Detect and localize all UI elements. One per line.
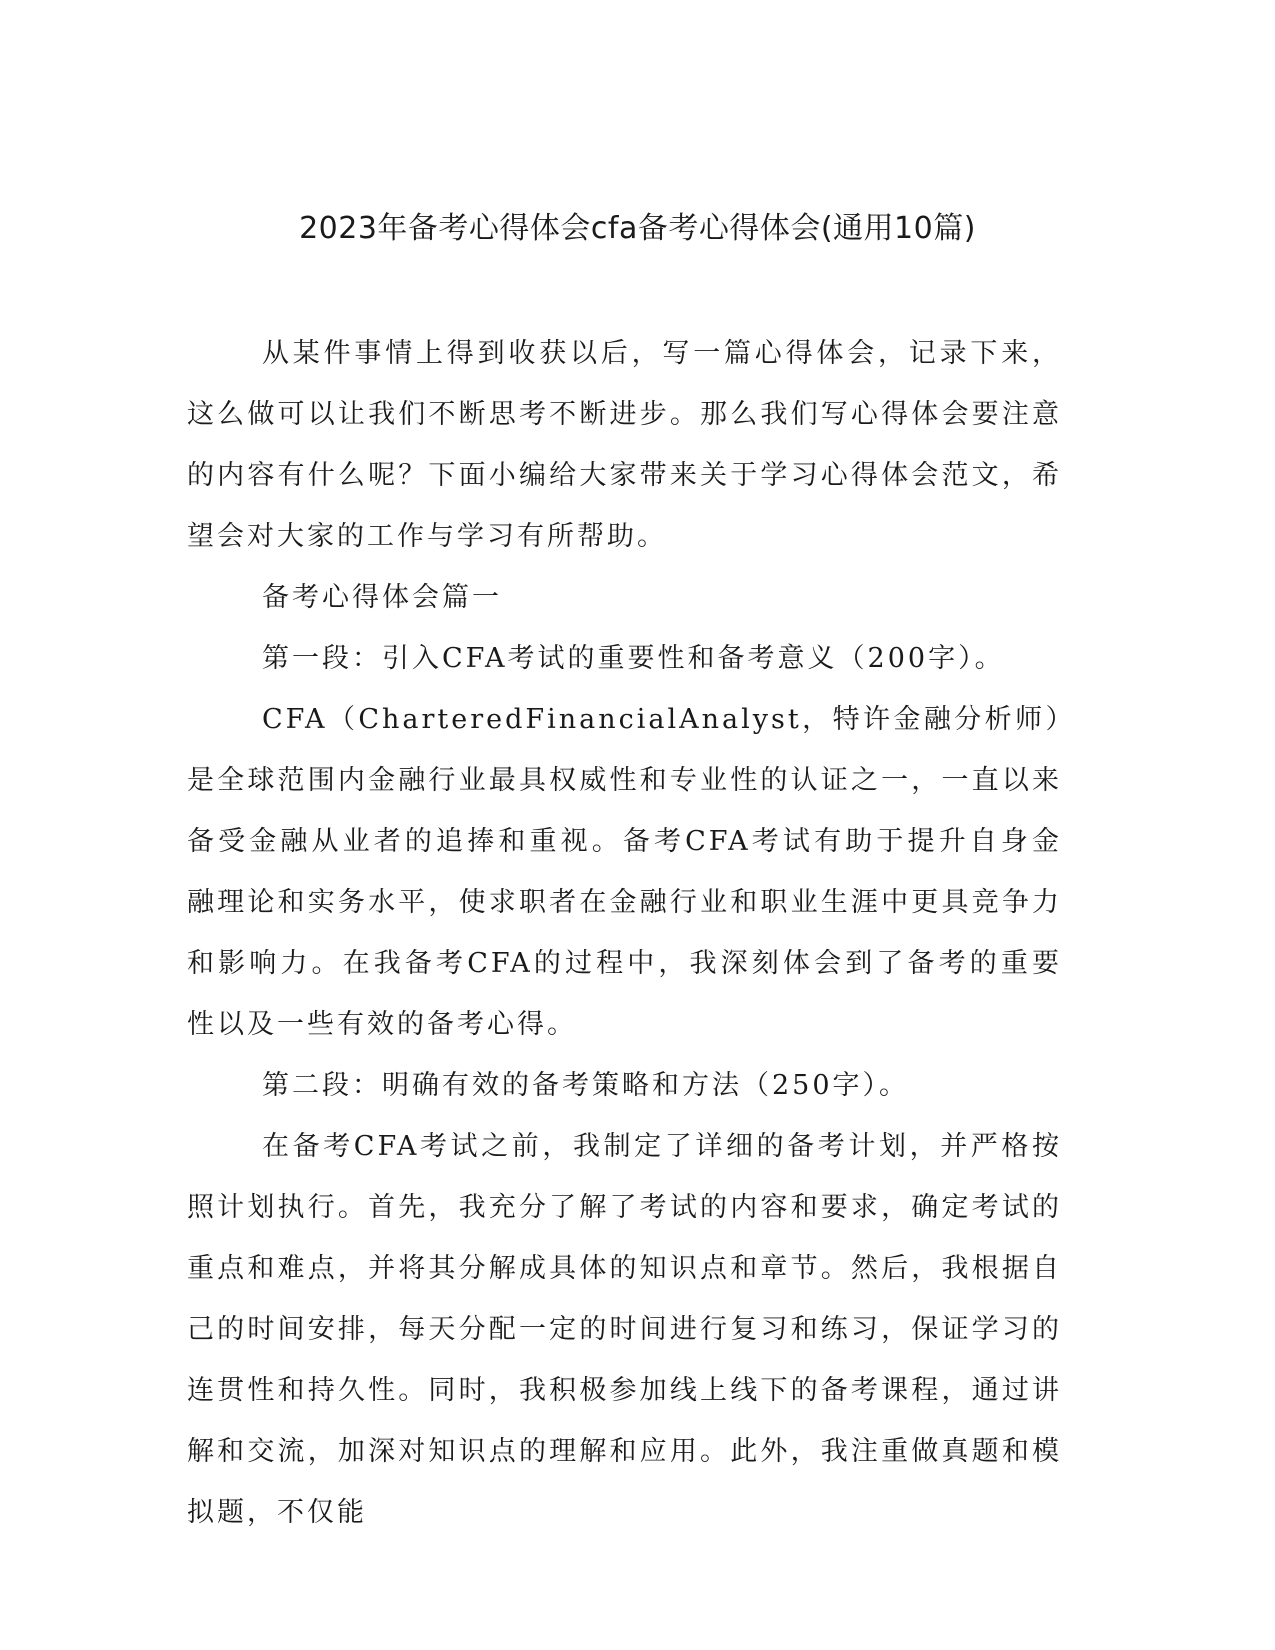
subsection-heading: 第二段：明确有效的备考策略和方法（250字）。 xyxy=(262,1070,910,1101)
subsection-heading: 第一段：引入CFA考试的重要性和备考意义（200字）。 xyxy=(262,643,1005,674)
body-paragraph: 在备考CFA考试之前，我制定了详细的备考计划，并严格按照计划执行。首先，我充分了解了考试的内容和要求，确定考试的重点和难点，并将其分解成具体的知识点和章节。然后，我根据自己的时间安排，每天分配一定的时间进行复习和练习，保证学习的连贯性和持久性。同时，我积极参加线上线下的备考课程，通过讲解和交流，加深对知识点的理解和应用。此外，我注重做真题和模拟题，不仅能 xyxy=(187,1131,1062,1528)
section-heading: 备考心得体会篇一 xyxy=(262,582,502,613)
document-body xyxy=(187,323,1062,1543)
intro-paragraph: 从某件事情上得到收获以后，写一篇心得体会，记录下来，这么做可以让我们不断思考不断进步。那么我们写心得体会要注意的内容有什么呢？下面小编给大家带来关于学习心得体会范文，希望会对大家的工作与学习有所帮助。 xyxy=(187,338,1062,552)
body-paragraph: CFA（CharteredFinancialAnalyst，特许金融分析师）是全球范围内金融行业最具权威性和专业性的认证之一，一直以来备受金融从业者的追捧和重视。备考CFA考试有助于提升自身金融理论和实务水平，使求职者在金融行业和职业生涯中更具竞争力和影响力。在我备考CFA的过程中，我深刻体会到了备考的重要性以及一些有效的备考心得。 xyxy=(187,704,1062,1040)
document-title: 2023年备考心得体会cfa备考心得体会(通用10篇) xyxy=(299,211,976,246)
